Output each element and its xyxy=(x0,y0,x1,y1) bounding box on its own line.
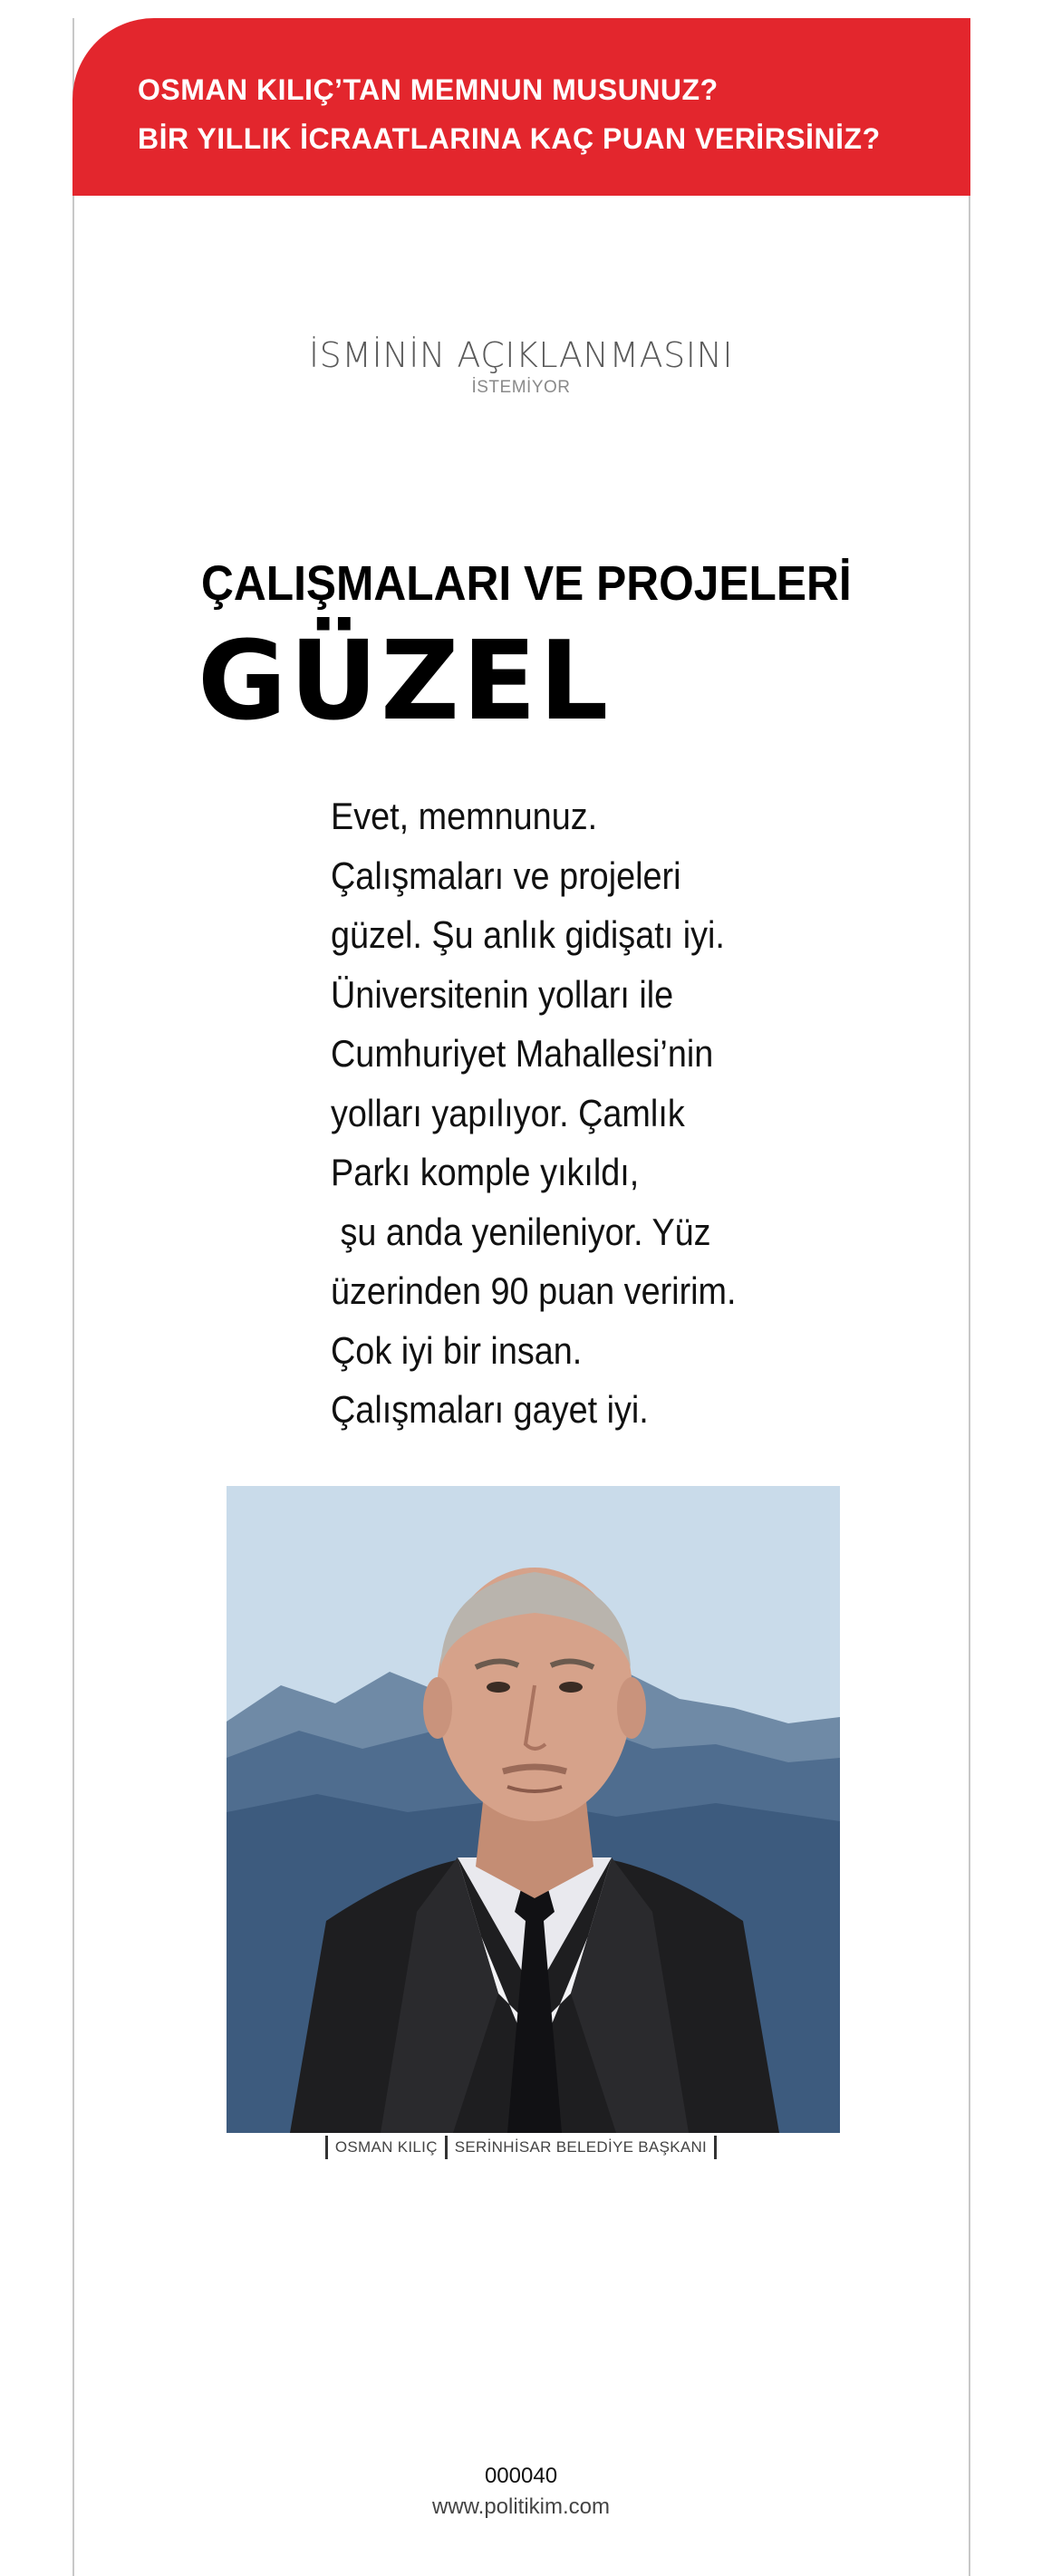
answer-line: Çalışmaları ve projeleri xyxy=(331,854,681,897)
page-code: 000040 xyxy=(484,2464,558,2488)
caption-title: SERİNHİSAR BELEDİYE BAŞKANI xyxy=(454,2138,708,2156)
answer-line: Parkı komple yıkıldı, xyxy=(331,1151,640,1193)
answer-line: Üniversitenin yolları ile xyxy=(331,972,674,1016)
answer-line: üzerinden 90 puan veririm. xyxy=(331,1269,737,1312)
website-link[interactable]: www.politikim.com xyxy=(431,2494,611,2519)
question-banner xyxy=(72,18,970,196)
answer-line: Cumhuriyet Mahallesi’nin xyxy=(331,1032,714,1075)
headline-subtitle: ÇALIŞMALARI VE PROJELERİ xyxy=(201,556,852,611)
headline-title: GÜZEL xyxy=(198,619,612,745)
question-line-1: OSMAN KILIÇ’TAN MEMNUN MUSUNUZ? xyxy=(138,73,719,106)
respondent-block xyxy=(0,335,1042,399)
caption-divider xyxy=(714,2136,717,2159)
footer xyxy=(0,2461,1042,2523)
caption-name: OSMAN KILIÇ xyxy=(334,2138,438,2156)
respondent-name: İSMİNİN AÇIKLANMASINI xyxy=(308,335,734,375)
answer-line: yolları yapılıyor. Çamlık xyxy=(331,1091,685,1134)
answer-text xyxy=(331,786,838,1440)
answer-line: şu anda yenileniyor. Yüz xyxy=(331,1210,711,1253)
caption-divider xyxy=(445,2136,448,2159)
answer-line: Çalışmaları gayet iyi. xyxy=(331,1388,649,1431)
caption-divider xyxy=(325,2136,328,2159)
portrait-photo xyxy=(227,1486,840,2133)
photo-caption xyxy=(0,2136,1042,2159)
answer-line: Çok iyi bir insan. xyxy=(331,1328,583,1372)
answer-line: Evet, memnunuz. xyxy=(331,795,598,837)
respondent-note: İSTEMİYOR xyxy=(471,378,571,397)
answer-line: güzel. Şu anlık gidişatı iyi. xyxy=(331,913,725,956)
question-line-2: BİR YILLIK İCRAATLARINA KAÇ PUAN VERİRSİNİZ? xyxy=(138,122,881,155)
